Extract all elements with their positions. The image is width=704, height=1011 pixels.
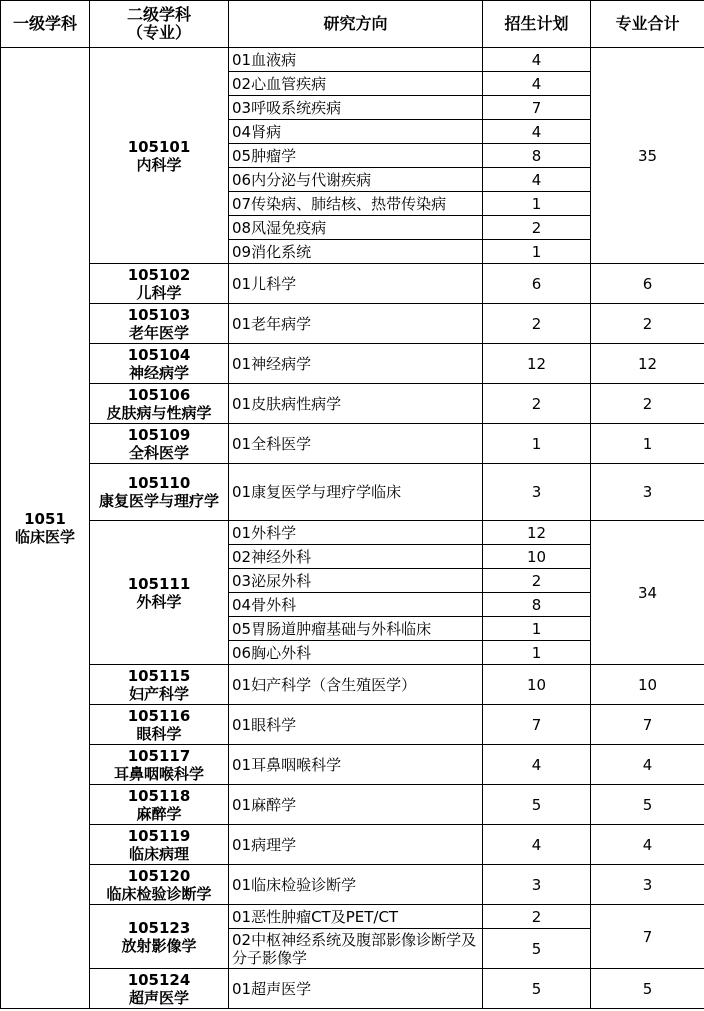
direction-cell: 01病理学 [229,825,483,865]
direction-cell: 03呼吸系统疾病 [229,96,483,120]
major-name: 皮肤病与性病学 [106,403,212,422]
major-name: 麻醉学 [136,804,182,823]
major-cell [90,705,229,745]
header-direction: 研究方向 [229,1,483,48]
plan-cell: 4 [483,745,591,785]
direction-cell: 01皮肤病性病学 [229,384,483,424]
plan-cell: 4 [483,72,591,96]
total-cell: 4 [591,745,704,785]
table-row [1,745,704,785]
table-row [1,785,704,825]
major-code: 105110 [127,474,191,492]
major-name: 耳鼻咽喉科学 [113,764,204,783]
direction-cell: 01血液病 [229,48,483,72]
plan-cell: 2 [483,905,591,929]
major-name: 临床检验诊断学 [106,884,212,903]
major-code: 105106 [127,385,191,404]
plan-cell: 12 [483,521,591,545]
plan-cell: 12 [483,344,591,384]
total-cell: 12 [591,344,704,384]
table-row [1,665,704,705]
total-cell: 5 [591,785,704,825]
direction-cell: 01儿科学 [229,264,483,304]
plan-cell: 5 [483,929,591,969]
major-cell [90,304,229,344]
major-cell [90,785,229,825]
major-name: 放射影像学 [121,936,197,955]
major-code: 105124 [127,970,191,989]
direction-cell: 01临床检验诊断学 [229,865,483,905]
major-name: 超声医学 [128,988,189,1007]
major-code: 105109 [127,425,191,444]
major-cell [90,969,229,1009]
plan-cell: 2 [483,384,591,424]
major-cell [90,384,229,424]
major-code: 105120 [127,866,191,885]
plan-cell: 4 [483,168,591,192]
major-code: 105123 [127,918,191,937]
total-cell: 2 [591,304,704,344]
header-plan: 招生计划 [483,1,591,48]
plan-cell: 1 [483,240,591,264]
direction-cell: 06胸心外科 [229,641,483,665]
direction-cell: 07传染病、肺结核、热带传染病 [229,192,483,216]
major-code: 105119 [127,826,191,845]
plan-cell: 7 [483,705,591,745]
major-name: 儿科学 [136,283,182,302]
total-cell: 4 [591,825,704,865]
total-cell: 35 [591,48,704,264]
major-code: 105102 [127,265,191,284]
total-cell: 7 [591,905,704,969]
major-name: 康复医学与理疗学 [98,492,219,510]
major-code: 105115 [127,666,191,685]
direction-cell: 04骨外科 [229,593,483,617]
plan-cell: 3 [483,865,591,905]
plan-cell: 1 [483,192,591,216]
direction-cell: 03泌尿外科 [229,569,483,593]
table-row [1,905,704,929]
direction-cell: 05胃肠道肿瘤基础与外科临床 [229,617,483,641]
plan-cell: 10 [483,545,591,569]
major-cell [90,464,229,521]
header-level2-line1: 二级学科 [126,5,191,24]
major-cell [90,48,229,264]
table-row [1,304,704,344]
direction-cell: 09消化系统 [229,240,483,264]
major-name: 老年医学 [128,323,189,342]
plan-cell: 2 [483,304,591,344]
total-cell: 5 [591,969,704,1009]
major-code: 105117 [127,746,191,765]
header-level2-line2: （专业） [126,23,191,42]
total-cell: 1 [591,424,704,464]
major-name: 妇产科学 [128,684,189,703]
plan-cell: 1 [483,641,591,665]
direction-cell: 04肾病 [229,120,483,144]
plan-cell: 4 [483,120,591,144]
major-cell [90,665,229,705]
plan-cell: 6 [483,264,591,304]
plan-cell: 4 [483,825,591,865]
major-name: 外科学 [136,592,182,611]
major-code: 105111 [127,574,191,593]
header-level1: 一级学科 [1,1,90,48]
direction-cell: 01全科医学 [229,424,483,464]
total-cell: 6 [591,264,704,304]
plan-cell: 1 [483,617,591,641]
direction-cell: 01神经病学 [229,344,483,384]
plan-cell: 10 [483,665,591,705]
direction-cell: 01超声医学 [229,969,483,1009]
major-code: 105118 [127,786,191,805]
major-name: 全科医学 [128,443,189,462]
major-cell [90,264,229,304]
plan-cell: 5 [483,785,591,825]
table-row [1,384,704,424]
direction-cell: 06内分泌与代谢疾病 [229,168,483,192]
major-cell [90,424,229,464]
header-row [1,1,704,48]
major-code: 105104 [127,345,191,364]
major-cell [90,905,229,969]
direction-cell: 01外科学 [229,521,483,545]
direction-cell: 01老年病学 [229,304,483,344]
plan-cell: 8 [483,593,591,617]
total-cell: 3 [591,464,704,521]
major-cell [90,825,229,865]
direction-cell: 01耳鼻咽喉科学 [229,745,483,785]
total-cell: 3 [591,865,704,905]
plan-cell: 5 [483,969,591,1009]
direction-cell: 01康复医学与理疗学临床 [229,464,483,521]
total-cell: 34 [591,521,704,665]
table-row [1,264,704,304]
header-total: 专业合计 [591,1,704,48]
table-row [1,825,704,865]
plan-cell: 2 [483,569,591,593]
direction-cell: 08风湿免疫病 [229,216,483,240]
table-row [1,865,704,905]
direction-cell: 02中枢神经系统及腹部影像诊断学及分子影像学 [229,929,483,969]
table-row [1,464,704,521]
major-cell [90,865,229,905]
table-row [1,705,704,745]
major-code: 105101 [127,137,191,156]
direction-cell: 02神经外科 [229,545,483,569]
direction-cell: 01妇产科学（含生殖医学） [229,665,483,705]
table-row [1,521,704,545]
plan-cell: 2 [483,216,591,240]
plan-cell: 4 [483,48,591,72]
total-cell: 2 [591,384,704,424]
major-code: 105103 [127,305,191,324]
level1-code: 1051 [24,510,66,528]
major-name: 内科学 [136,155,182,174]
table-row [1,48,704,72]
direction-cell: 05肿瘤学 [229,144,483,168]
major-name: 临床病理 [128,844,189,863]
header-level2 [90,1,229,48]
major-cell [90,745,229,785]
plan-cell: 8 [483,144,591,168]
direction-cell: 01眼科学 [229,705,483,745]
direction-cell: 01恶性肿瘤CT及PET/CT [229,905,483,929]
total-cell: 7 [591,705,704,745]
level1-name: 临床医学 [14,528,75,546]
table-row [1,424,704,464]
major-cell [90,344,229,384]
major-cell [90,521,229,665]
plan-cell: 1 [483,424,591,464]
major-name: 神经病学 [128,363,189,382]
total-cell: 10 [591,665,704,705]
major-name: 眼科学 [136,724,182,743]
plan-cell: 7 [483,96,591,120]
direction-cell: 01麻醉学 [229,785,483,825]
level1-cell [1,48,90,1009]
direction-cell: 02心血管疾病 [229,72,483,96]
plan-cell: 3 [483,464,591,521]
table-row [1,969,704,1009]
major-code: 105116 [127,706,191,725]
table-row [1,344,704,384]
